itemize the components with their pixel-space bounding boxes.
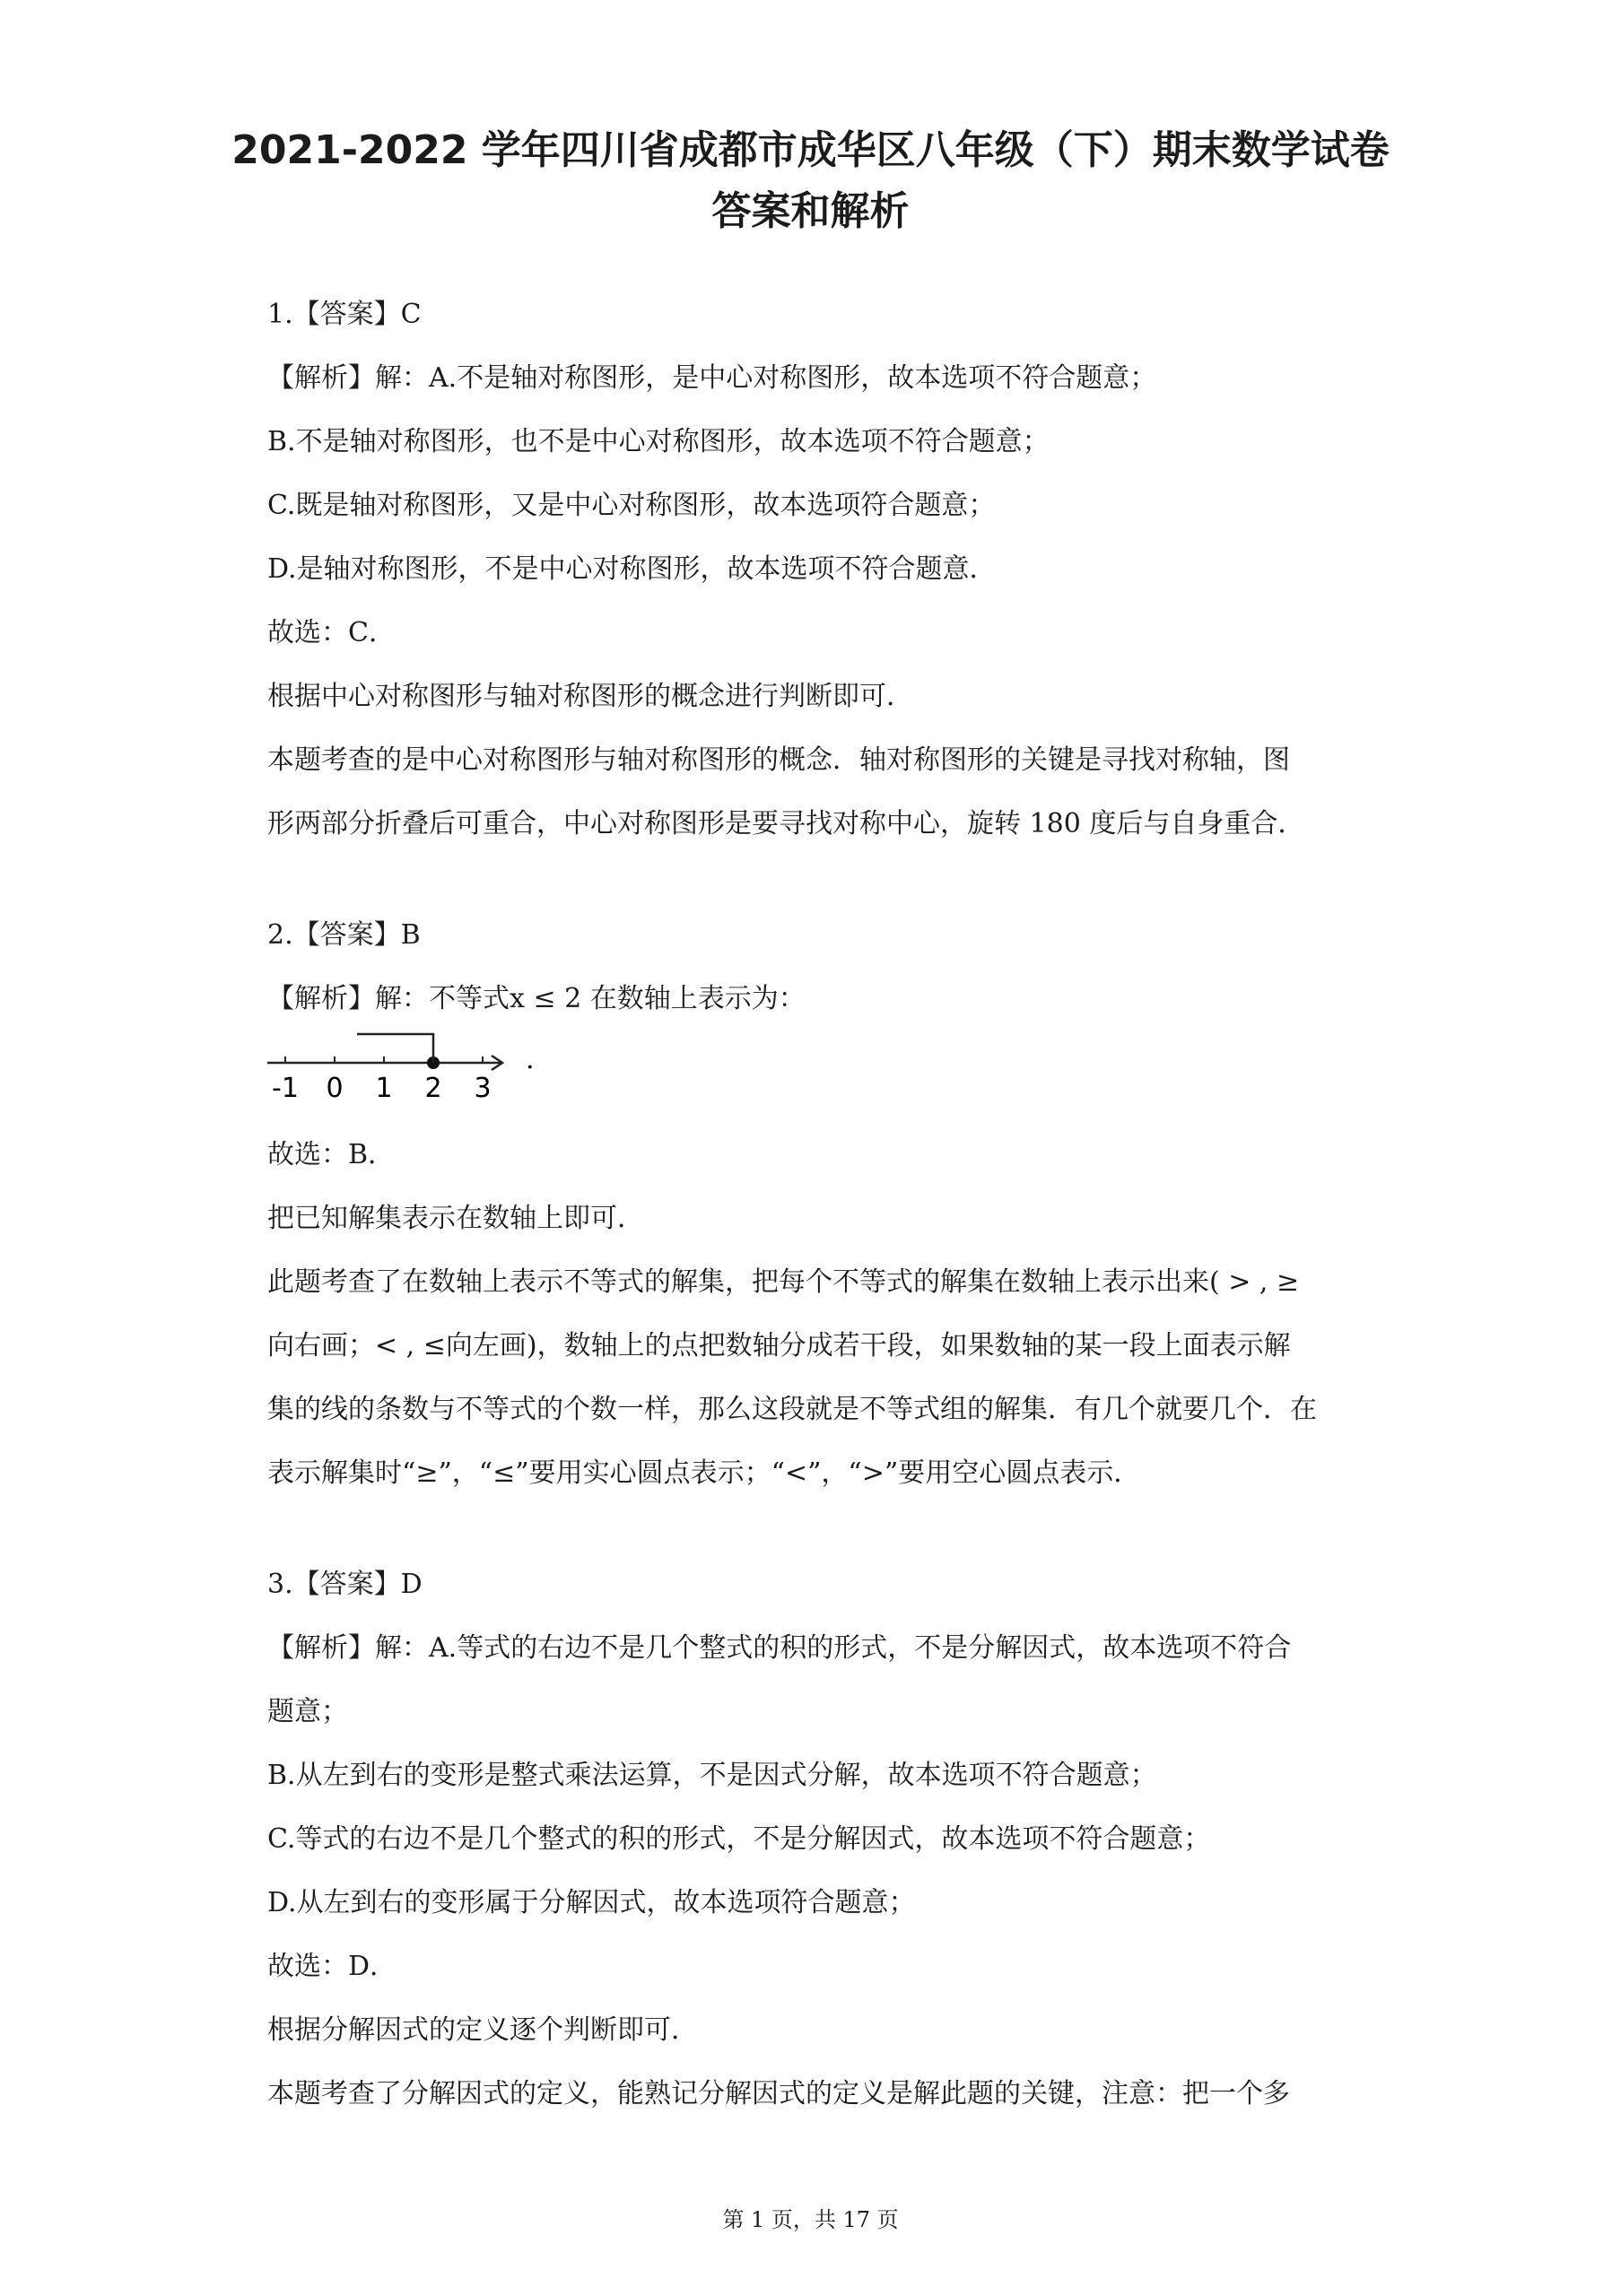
analysis-line: 把已知解集表示在数轴上即可． (267, 1203, 644, 1234)
number-line-tick-label: 0 (326, 1073, 344, 1104)
number-line-tick-label: 3 (474, 1073, 492, 1104)
document-body (267, 283, 1380, 2126)
answer-line: 1.【答案】C (267, 299, 422, 330)
analysis-line: B.不是轴对称图形，也不是中心对称图形，故本选项不符合题意； (267, 426, 1050, 457)
solution-bracket (357, 1034, 433, 1063)
analysis-line: 此题考查了在数轴上表示不等式的解集，把每个不等式的解集在数轴上表示出来( > , ≥ (267, 1266, 1300, 1298)
page-subtitle: 答案和解析 (711, 188, 910, 234)
question-3 (267, 1552, 1380, 2126)
analysis-line: B.从左到右的变形是整式乘法运算，不是因式分解，故本选项不符合题意； (267, 1760, 1157, 1791)
number-line-tick-label: -1 (272, 1073, 299, 1104)
analysis-line: 根据分解因式的定义逐个判断即可． (267, 2014, 698, 2046)
analysis-line: 故选：C． (267, 617, 396, 648)
analysis-line: 集的线的条数与不等式的个数一样，那么这段就是不等式组的解集．有几个就要几个．在 (267, 1394, 1317, 1425)
number-line-diagram (267, 1025, 806, 1119)
analysis-line: D.从左到右的变形属于分解因式，故本选项符合题意； (267, 1887, 916, 1918)
analysis-line: 形两部分折叠后可重合，中心对称图形是要寻找对称中心，旋转 180 度后与自身重合． (267, 808, 1305, 839)
number-line-tick-label: 1 (375, 1073, 393, 1104)
analysis-line: 向右画；< , ≤向左画)，数轴上的点把数轴分成若干段，如果数轴的某一段上面表示解 (267, 1330, 1291, 1361)
analysis-line: 题意； (267, 1696, 348, 1727)
question-1 (267, 283, 1380, 856)
analysis-line: 本题考查了分解因式的定义，能熟记分解因式的定义是解此题的关键，注意：把一个多 (267, 2078, 1290, 2109)
analysis-line: 故选：D． (267, 1951, 397, 1982)
analysis-line: 根据中心对称图形与轴对称图形的概念进行判断即可． (267, 681, 913, 712)
question-2 (267, 903, 1380, 1505)
analysis-line: 故选：B． (267, 1139, 396, 1170)
analysis-line: 【解析】解：不等式x ≤ 2 在数轴上表示为： (267, 983, 806, 1014)
number-line-tick-label: 2 (424, 1073, 442, 1104)
analysis-line: 【解析】解：A.等式的右边不是几个整式的积的形式，不是分解因式，故本选项不符合 (267, 1632, 1292, 1664)
analysis-line: C.既是轴对称图形，又是中心对称图形，故本选项符合题意； (267, 490, 996, 521)
page-title: 2021-2022 学年四川省成都市成华区八年级（下）期末数学试卷 (231, 127, 1390, 173)
analysis-line: 【解析】解：A.不是轴对称图形，是中心对称图形，故本选项不符合题意； (267, 362, 1157, 394)
analysis-line: C.等式的右边不是几个整式的积的形式，不是分解因式，故本选项不符合题意； (267, 1823, 1211, 1855)
answer-line: 3.【答案】D (267, 1569, 423, 1600)
analysis-line: D.是轴对称图形，不是中心对称图形，故本选项不符合题意． (267, 553, 997, 585)
analysis-line: 本题考查的是中心对称图形与轴对称图形的概念．轴对称图形的关键是寻找对称轴，图 (267, 744, 1290, 776)
answer-line: 2.【答案】B (267, 919, 421, 951)
page-footer: 第 1 页，共 17 页 (722, 2207, 899, 2232)
analysis-line: 表示解集时“≥”，“≤”要用实心圆点表示；“<”，“>”要用空心圆点表示． (267, 1457, 1141, 1489)
number-line-suffix: . (526, 1044, 535, 1075)
